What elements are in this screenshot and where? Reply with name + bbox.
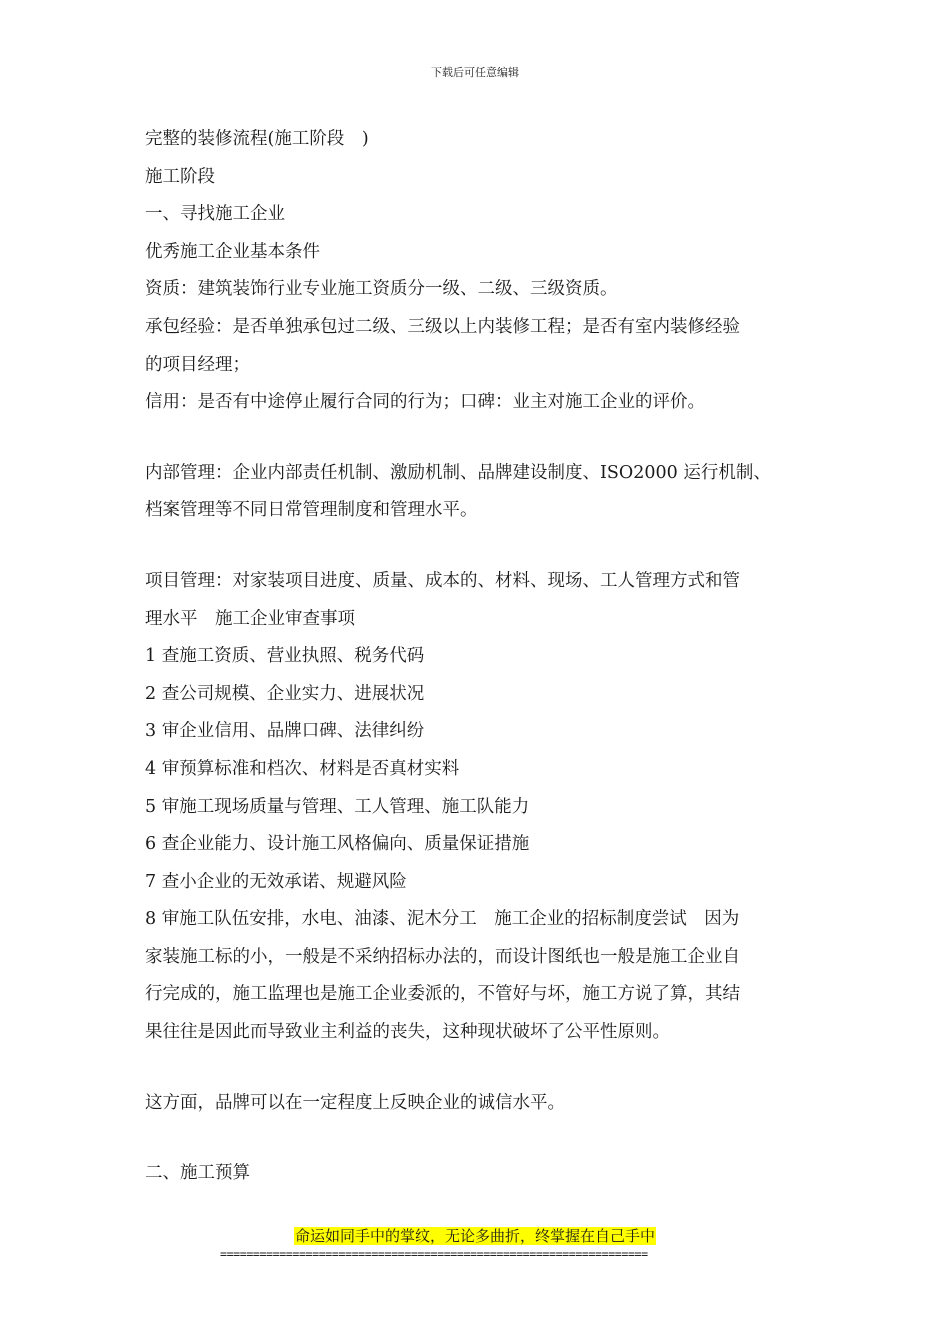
paragraph-line: 的项目经理； [145,354,250,375]
paragraph-line: 理水平 施工企业审查事项 [145,608,355,629]
paragraph-line: 资质：建筑装饰行业专业施工资质分一级、二级、三级资质。 [145,279,618,300]
header-note: 下载后可任意编辑 [431,66,519,79]
paragraph-line: 项目管理：对家装项目进度、质量、成本的、材料、现场、工人管理方式和管 [145,570,740,591]
paragraph-line: 档案管理等不同日常管理制度和管理水平。 [145,500,478,521]
paragraph-gap [145,530,825,563]
list-item: 6 查企业能力、设计施工风格偏向、质量保证措施 [145,834,530,855]
list-item: 1 查施工资质、营业执照、税务代码 [145,646,425,667]
list-item: 5 审施工现场质量与管理、工人管理、施工队能力 [145,796,530,817]
paragraph-gap [145,1052,825,1085]
list-item: 4 审预算标准和档次、材料是否真材实料 [145,758,460,779]
paragraph-gap [145,1122,825,1155]
paragraph-line: 果往往是因此而导致业主利益的丧失，这种现状破坏了公平性原则。 [145,1022,670,1043]
document-title: 完整的装修流程(施工阶段 ) [145,129,369,149]
paragraph-line: 信用：是否有中途停止履行合同的行为；口碑：业主对施工企业的评价。 [145,392,705,413]
list-item: 7 查小企业的无效承诺、规避风险 [145,871,407,892]
section-heading: 二、施工预算 [145,1163,250,1184]
subsection-heading: 优秀施工企业基本条件 [145,241,320,262]
section-heading: 一、寻找施工企业 [145,204,285,225]
paragraph-gap [145,422,825,455]
footer-motto [0,1225,950,1247]
paragraph-line: 家装施工标的小，一般是不采纳招标办法的，而设计图纸也一般是施工企业自 [145,946,740,967]
footer-divider: ================================================================= [220,1247,648,1261]
list-item: 3 审企业信用、品牌口碑、法律纠纷 [145,721,425,742]
footer-motto-text: 命运如同手中的掌纹，无论多曲折，终掌握在自己手中 [294,1227,655,1245]
paragraph-line: 内部管理：企业内部责任机制、激励机制、品牌建设制度、ISO2000 运行机制、 [145,462,771,483]
paragraph-line: 承包经验：是否单独承包过二级、三级以上内装修工程；是否有室内装修经验 [145,316,740,337]
paragraph-line: 这方面，品牌可以在一定程度上反映企业的诚信水平。 [145,1092,565,1113]
document-body [145,121,825,1193]
paragraph-line: 行完成的，施工监理也是施工企业委派的，不管好与坏，施工方说了算，其结 [145,984,740,1005]
list-item: 2 查公司规模、企业实力、进展状况 [145,683,425,704]
list-item: 8 审施工队伍安排，水电、油漆、泥木分工 施工企业的招标制度尝试 因为 [145,909,740,930]
section-heading: 施工阶段 [145,166,215,187]
